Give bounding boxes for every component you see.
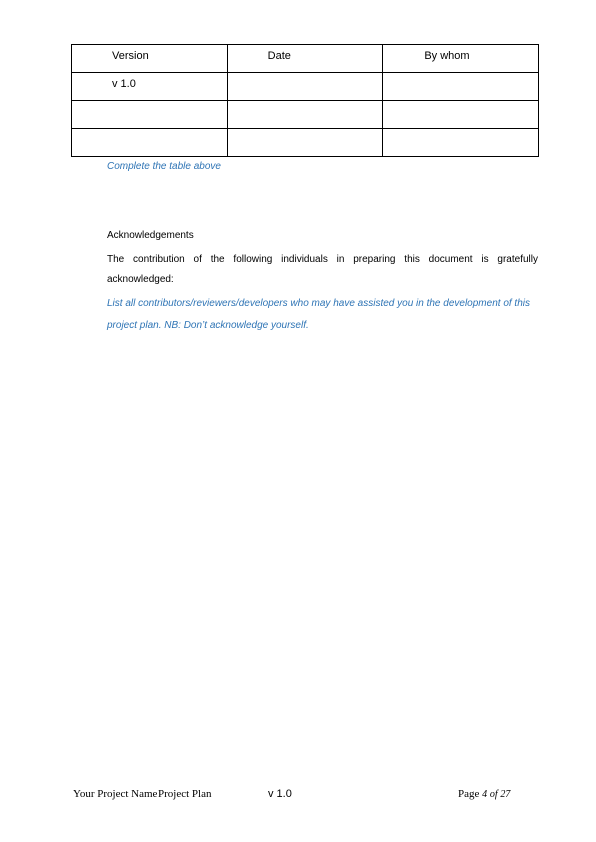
- table-cell[interactable]: [72, 73, 228, 101]
- header-version-label: Version: [112, 50, 149, 62]
- header-date: [227, 45, 383, 73]
- header-date-label: Date: [267, 50, 291, 62]
- table-row: [72, 101, 539, 129]
- acknowledgements-body: The contribution of the following individuals in preparing this document is gratefully acknowledged:: [107, 254, 538, 285]
- cell-text: [383, 73, 538, 78]
- version-history-table: [71, 44, 539, 157]
- cell-text: [72, 129, 227, 134]
- table-cell[interactable]: [227, 73, 383, 101]
- cell-text: [228, 101, 383, 106]
- cell-text: [72, 101, 227, 106]
- cell-text: [228, 73, 383, 78]
- footer-page-label: Page: [458, 788, 480, 800]
- header-version: [72, 45, 228, 73]
- footer-project-name: Your Project Name: [73, 788, 158, 800]
- table-cell[interactable]: [383, 129, 539, 157]
- table-cell[interactable]: [227, 129, 383, 157]
- table-instruction: Complete the table above: [107, 161, 221, 172]
- acknowledgements-heading: Acknowledgements: [107, 230, 194, 241]
- table-cell[interactable]: [383, 101, 539, 129]
- cell-text: [383, 129, 538, 134]
- table-row: [72, 73, 539, 101]
- acknowledgements-instruction: List all contributors/reviewers/developers who may have assisted you in the development of this project plan. NB: Don’t acknowledge yourself.: [107, 298, 530, 331]
- table-cell[interactable]: [227, 101, 383, 129]
- cell-text: v 1.0: [112, 78, 136, 90]
- footer-page-number: [458, 788, 510, 800]
- footer-version: v 1.0: [268, 788, 292, 800]
- header-by-whom: [383, 45, 539, 73]
- footer-doc-type: Project Plan: [158, 788, 212, 800]
- footer-page-total: 27: [500, 789, 511, 800]
- table-cell[interactable]: [383, 73, 539, 101]
- footer-page-current: 4: [482, 789, 488, 800]
- table-cell[interactable]: [72, 129, 228, 157]
- header-by-whom-label: By whom: [424, 50, 470, 62]
- table-header-row: [72, 45, 539, 73]
- table-cell[interactable]: [72, 101, 228, 129]
- cell-text: [228, 129, 383, 134]
- table-row: [72, 129, 539, 157]
- cell-text: [383, 101, 538, 106]
- footer-of-label: of: [489, 789, 498, 800]
